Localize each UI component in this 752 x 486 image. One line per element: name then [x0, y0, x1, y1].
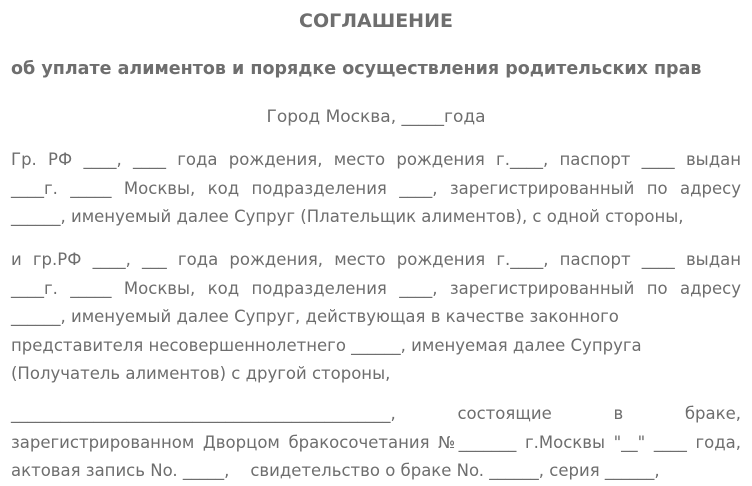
- paragraph-husband: [11, 146, 741, 232]
- text-line: актовая запись No. _____, свидетельство о браке No. ______, серия ______,: [11, 461, 660, 480]
- text-line: представителя несовершеннолетнего ______, именуемая далее Супруга: [11, 335, 642, 355]
- text-line: ______________________________________________, состоящие в браке,: [11, 404, 741, 423]
- text-line: ____г. _____ Москвы, код подразделения ____, зарегистрированный по адресу: [11, 178, 741, 198]
- document-title: СОГЛАШЕНИЕ: [299, 10, 453, 32]
- city-date-line: Город Москва, _____года: [266, 107, 486, 127]
- text-line: (Получатель алиментов) с другой стороны,: [11, 364, 391, 383]
- text-line: и гр.РФ ____, ___ года рождения, место рождения г.____, паспорт ____ выдан: [11, 250, 741, 269]
- text-line: зарегистрированном Дворцом бракосочетания №_______ г.Москвы "__" ____ года,: [11, 432, 741, 452]
- paragraph-marriage: [11, 400, 741, 486]
- text-line: ______, именуемый далее Супруг (Плательщик алиментов), с одной стороны,: [11, 207, 684, 226]
- text-line: ____г. _____ Москвы, код подразделения ____, зарегистрированный по адресу: [11, 278, 741, 298]
- document-subtitle: об уплате алиментов и порядке осуществления родительских прав: [11, 59, 702, 79]
- paragraph-wife: [11, 246, 741, 389]
- text-line: ______, именуемый далее Супруг, действующая в качестве законного: [11, 307, 619, 326]
- text-line: Гр. РФ ____, ____ года рождения, место рождения г.____, паспорт ____ выдан: [11, 150, 741, 169]
